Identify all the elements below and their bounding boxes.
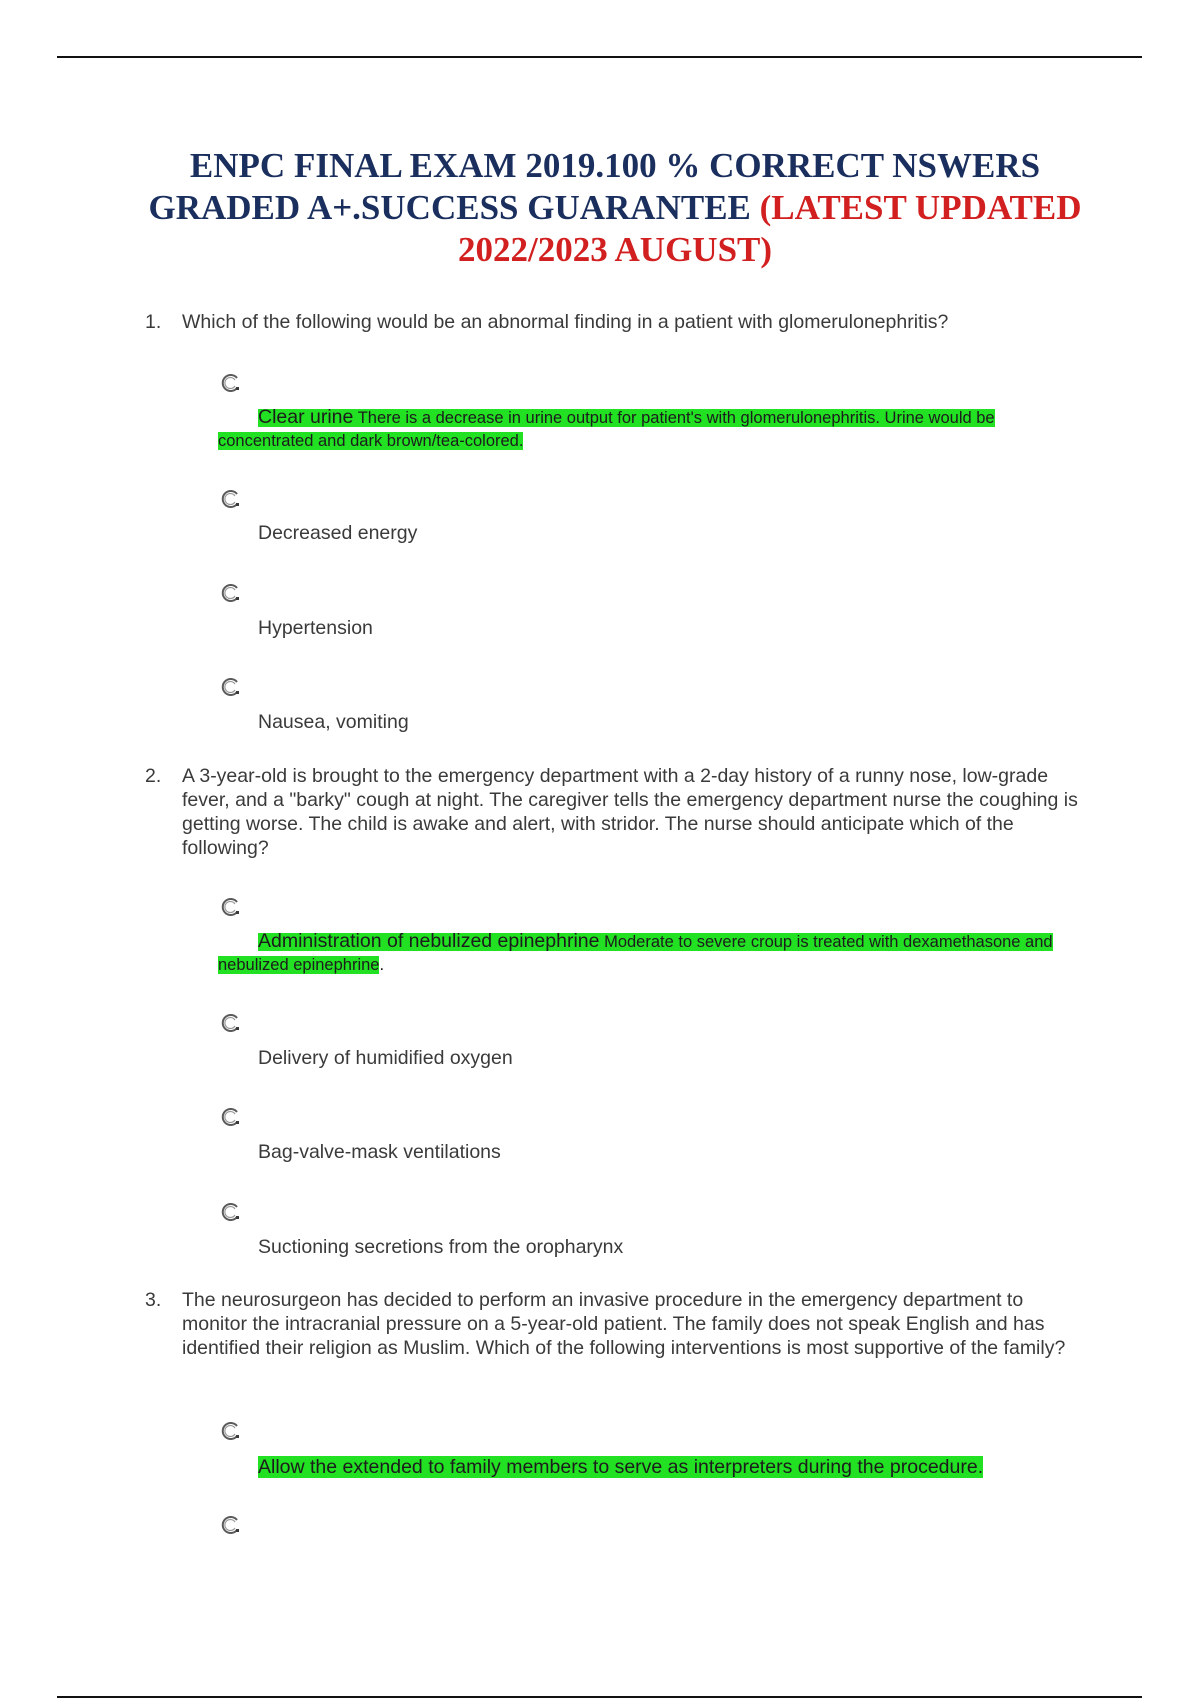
radio-icon[interactable] [219,1420,241,1442]
correct-answer [218,406,1068,453]
answer-rationale: There is a decrease in urine output for patient's with glomerulonephritis. Urine would be concentrated and dark brown/tea-colored. [218,409,995,450]
question-number: 2. [145,765,162,787]
correct-answer [218,1456,1068,1480]
answer-trailing: . [379,956,385,974]
answer-label: Administration of nebulized epinephrine [258,930,600,952]
question-text: Which of the following would be an abnormal finding in a patient with glomerulonephritis? [182,311,949,333]
radio-icon[interactable] [219,1514,241,1536]
option: Delivery of humidified oxygen [258,1047,513,1069]
radio-icon[interactable] [219,1201,241,1223]
radio-icon[interactable] [219,582,241,604]
question-number: 3. [145,1289,162,1311]
answer-rationale: Moderate to severe croup is treated with dexamethasone and nebulized epinephrine [218,933,1053,974]
radio-icon[interactable] [219,1106,241,1128]
footer-rule [57,1696,1142,1698]
page-title [120,145,1110,271]
radio-icon[interactable] [219,372,241,394]
option: Bag-valve-mask ventilations [258,1141,501,1163]
radio-icon[interactable] [219,1012,241,1034]
question-number: 1. [145,311,162,333]
option: Decreased energy [258,522,418,544]
option: Hypertension [258,617,373,639]
title-updated: (LATEST UPDATED 2022/2023 AUGUST) [457,188,1082,269]
correct-answer [218,930,1068,977]
header-rule [57,56,1142,58]
radio-icon[interactable] [219,896,241,918]
question-text: The neurosurgeon has decided to perform an invasive procedure in the emergency department to monitor the intracranial pressure on a 5-year-old patient. The family does not speak English and has identified their religion as Muslim. Which of the following interventions is most supportive of the family? [182,1289,1066,1359]
radio-icon[interactable] [219,676,241,698]
answer-label: Clear urine [258,406,354,428]
radio-icon[interactable] [219,488,241,510]
question-text: A 3-year-old is brought to the emergency department with a 2-day history of a runny nose, low-grade fever, and a "barky" cough at night. The caregiver tells the emergency department nurse the coughing is getting worse. The child is awake and alert, with stridor. The nurse should anticipate which of the following? [182,765,1078,859]
option: Nausea, vomiting [258,711,409,733]
answer-label: Allow the extended to family members to serve as interpreters during the procedure. [258,1456,984,1478]
option: Suctioning secretions from the oropharynx [258,1236,624,1258]
title-main: ENPC FINAL EXAM 2019.100 % CORRECT NSWERS GRADED A+.SUCCESS GUARANTEE [148,146,1041,227]
